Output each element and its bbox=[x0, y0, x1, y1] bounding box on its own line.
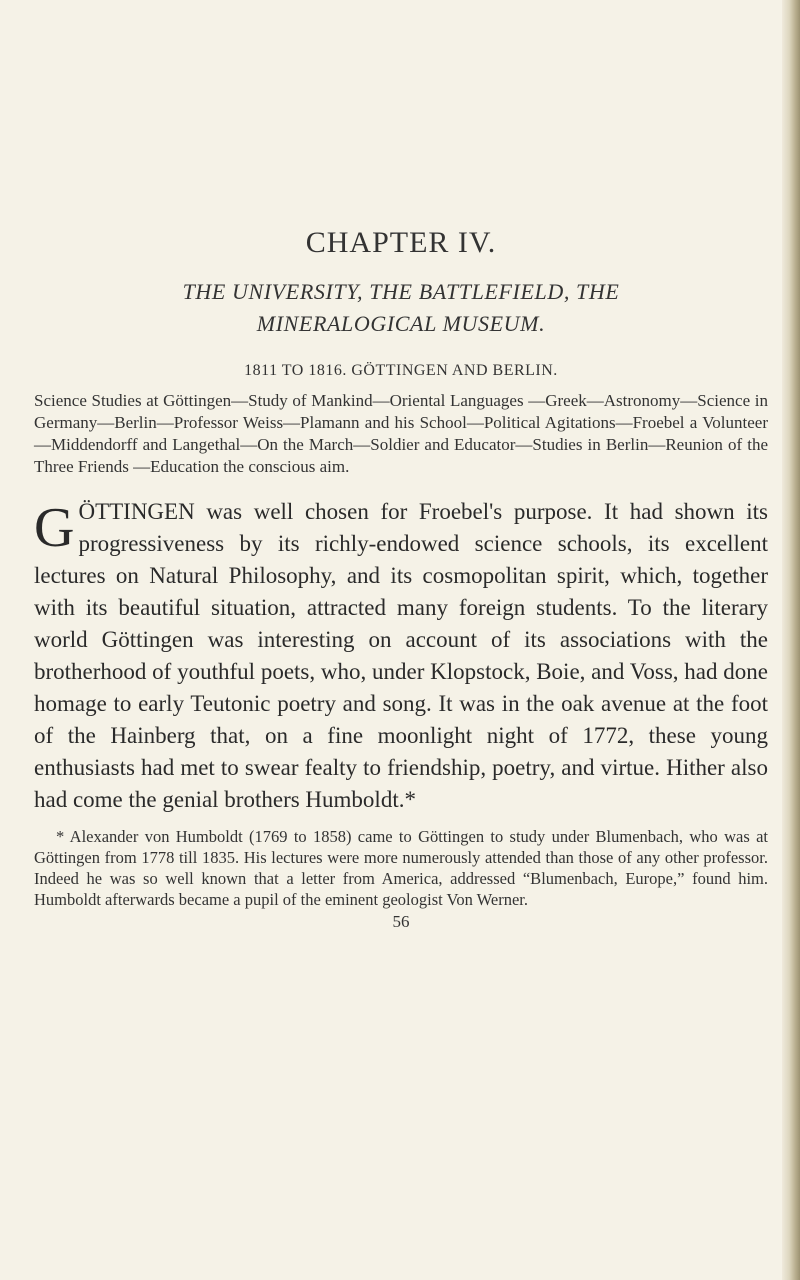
chapter-heading: CHAPTER IV. bbox=[305, 226, 497, 259]
body-text: ÖTTINGEN was well chosen for Froebel's purpose. It had shown its progressiveness by its richly-endowed science schools, its excellent lectures on Natural Philosophy, and its cosmopolitan spirit, which, together with its beautiful situation, attracted many foreign students. To the literary world Göttingen was interesting on account of its associations with the brotherhood of youthful poets, who, under Klopstock, Boie, and Voss, had done homage to early Teutonic poetry and song. It was in the oak avenue at the foot of the Hainberg that, on a fine moonlight night of 1772, these young enthusiasts had met to swear fealty to friendship, poetry, and virtue. Hither also had come the genial brothers Humboldt.* bbox=[34, 499, 768, 812]
footnote: * Alexander von Humboldt (1769 to 1858) came to Göttingen to study under Blumenbach, who was at Göttingen from 1778 till 1835. His lectures were more numerously attended than those of any other professor. Indeed he was so well known that a letter from America, addressed “Blumenbach, Europe,” found him. Humboldt afterwards became a pupil of the eminent geologist Von Werner. bbox=[34, 827, 768, 909]
drop-cap: G bbox=[34, 497, 75, 559]
page-edge-shadow bbox=[782, 0, 800, 1280]
page-number: 56 bbox=[392, 912, 410, 931]
subtitle-line-2: MINERALOGICAL MUSEUM. bbox=[256, 311, 546, 336]
body-paragraph bbox=[34, 496, 768, 816]
date-location-line: 1811 TO 1816. GÖTTINGEN AND BERLIN. bbox=[244, 362, 558, 379]
subtitle-line-1: THE UNIVERSITY, THE BATTLEFIELD, THE bbox=[182, 279, 620, 304]
page-content bbox=[34, 226, 768, 932]
chapter-summary: Science Studies at Göttingen—Study of Mankind—Oriental Languages —Greek—Astronomy—Science in Germany—Berlin—Professor Weiss—Plamann and his School—Political Agitations—Froebel a Volunteer—Middendorff and Langethal—On the March—Soldier and Educator—Studies in Berlin—Reunion of the Three Friends —Education the conscious aim. bbox=[34, 391, 768, 476]
chapter-subtitle bbox=[34, 276, 768, 340]
